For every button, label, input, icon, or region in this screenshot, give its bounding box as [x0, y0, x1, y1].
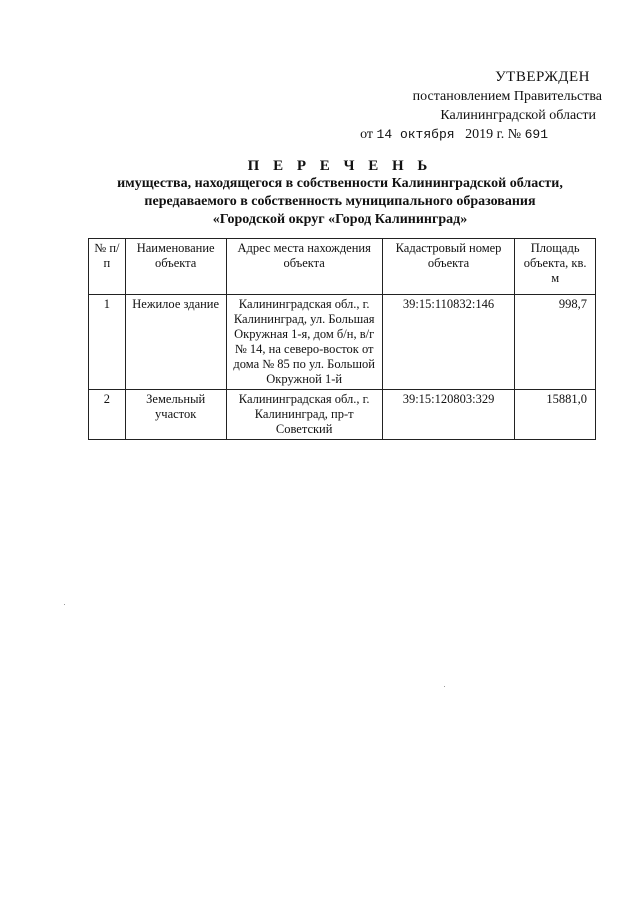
date-prefix: от [360, 127, 374, 142]
cell-cadastral: 39:15:110832:146 [382, 295, 515, 390]
title-line-4: «Городской округ «Город Калининград» [212, 212, 468, 227]
decree-number: 691 [524, 127, 548, 142]
cell-address: Калининградская обл., г. Калининград, пр-т Советский [226, 390, 382, 440]
header-name: Наименование объекта [125, 239, 226, 295]
header-cadastral: Кадастровый номер объекта [382, 239, 515, 295]
header-number: № п/п [89, 239, 126, 295]
header-address: Адрес места нахождения объекта [226, 239, 382, 295]
approval-date [326, 125, 596, 144]
cell-number: 2 [89, 390, 126, 440]
date-year: 2019 г. № [465, 127, 522, 142]
date-day-month: 14 октября [376, 127, 455, 142]
title-line-2: имущества, находящегося в собственности Калининградской области, [117, 176, 563, 191]
title-line-3: передаваемого в собственность муниципального образования [144, 194, 536, 209]
approval-stamp: УТВЕРЖДЕН [495, 69, 590, 85]
cell-address: Калининградская обл., г. Калининград, ул. Большая Окружная 1-я, дом б/н, в/г № 14, на северо-восток от дома № 85 по ул. Большой Окружной 1-й [226, 295, 382, 390]
cell-name: Нежилое здание [125, 295, 226, 390]
table-row [89, 295, 596, 390]
cell-area: 15881,0 [515, 390, 596, 440]
cell-name: Земельный участок [125, 390, 226, 440]
table-row [89, 390, 596, 440]
approval-region: Калининградской области [440, 108, 596, 123]
header-area: Площадь объекта, кв. м [515, 239, 596, 295]
table-header-row [89, 239, 596, 295]
approval-block [326, 68, 602, 144]
scan-speck [444, 686, 445, 687]
scan-speck [64, 604, 65, 605]
approval-authority: постановлением Правительства [412, 89, 602, 104]
title-main: П Е Р Е Ч Е Н Ь [247, 158, 433, 174]
cell-cadastral: 39:15:120803:329 [382, 390, 515, 440]
property-table [88, 238, 596, 440]
document-title [80, 157, 600, 229]
cell-number: 1 [89, 295, 126, 390]
cell-area: 998,7 [515, 295, 596, 390]
